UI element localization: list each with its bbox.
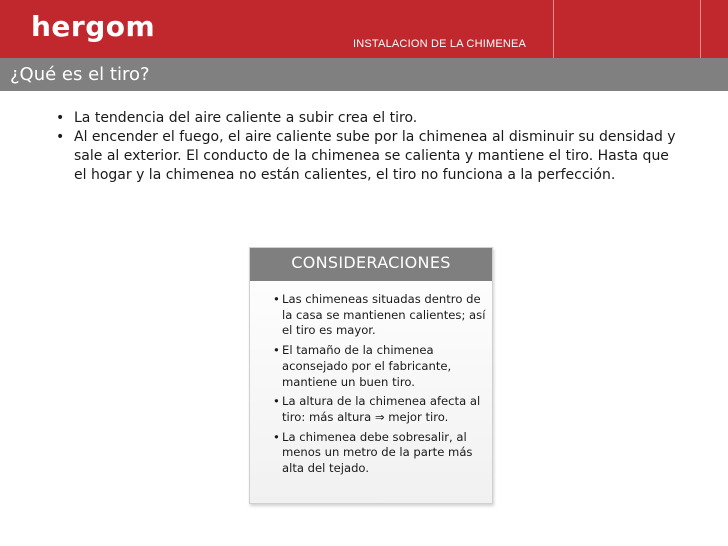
considerations-title: CONSIDERACIONES — [291, 253, 451, 272]
consideration-item: • La altura de la chimenea afecta al tiro: más altura ⇒ mejor tiro. — [273, 394, 493, 425]
bullet-item: • La tendencia del aire caliente a subir crea el tiro. — [52, 109, 684, 128]
slide-title: ¿Qué es el tiro? — [10, 64, 150, 85]
main-bullet-list — [52, 109, 684, 185]
consideration-item: • Las chimeneas situadas dentro de la casa se mantienen calientes; así el tiro es mayor. — [273, 292, 493, 339]
considerations-list — [273, 292, 493, 481]
header-divider — [553, 0, 554, 58]
consideration-item: • La chimenea debe sobresalir, al menos un metro de la parte más alta del tejado. — [273, 430, 493, 477]
considerations-box — [249, 247, 493, 504]
section-title: INSTALACION DE LA CHIMENEA — [353, 38, 527, 50]
bullet-item: • Al encender el fuego, el aire caliente sube por la chimenea al disminuir su densidad y sale al exterior. El conducto de la chimenea se calienta y mantiene el tiro. Hasta que el hogar y la chimenea no están calientes, el tiro no funciona a la perfección. — [52, 128, 684, 185]
brand-logo: hergom — [31, 10, 156, 43]
header-divider — [700, 0, 701, 58]
consideration-item: • El tamaño de la chimenea aconsejado por el fabricante, mantiene un buen tiro. — [273, 343, 493, 390]
